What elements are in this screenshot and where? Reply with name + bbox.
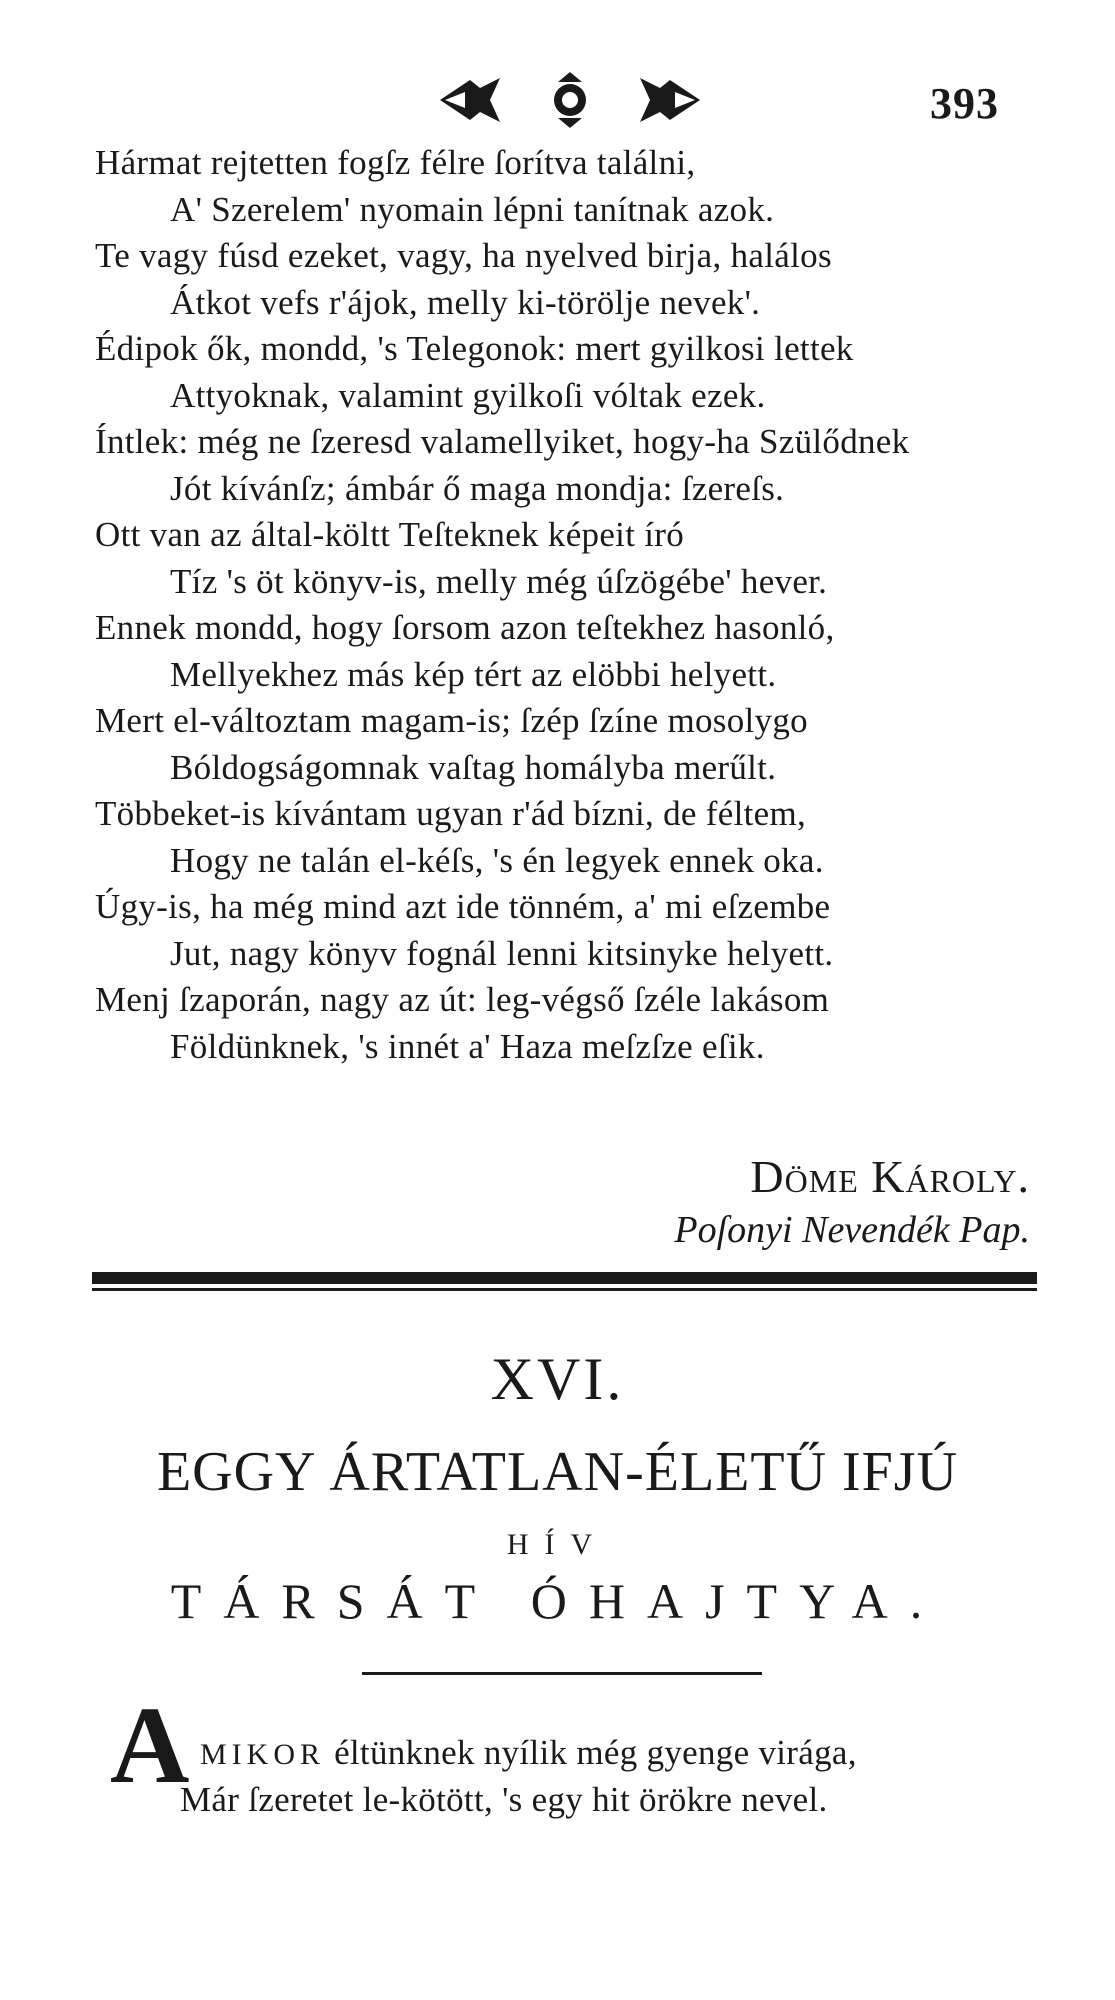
poem-line: A' Szerelem' nyomain lépni tanítnak azok.: [170, 189, 775, 229]
poem-line: Íntlek: még ne ſzeresd valamellyiket, hogy-ha Szülődnek: [95, 422, 910, 461]
drop-cap: A: [110, 1684, 190, 1806]
section-heading: EGGY ÁRTATLAN-ÉLETŰ IFJÚ: [156, 1441, 959, 1503]
poem-line: Jót kívánſz; ámbár ő maga mondja: ſzereſs.: [170, 468, 785, 508]
poem-line: Hogy ne talán el-kéſs, 's én legyek ennek oka.: [170, 840, 824, 880]
author-name: Döme Károly.: [750, 1151, 1030, 1202]
section-divider: [92, 1272, 1037, 1284]
heading-rule: [362, 1672, 762, 1675]
poem-line: Jut, nagy könyv fognál lenni kitsinyke helyett.: [170, 933, 834, 973]
poem-line: Te vagy fúsd ezeket, vagy, ha nyelved birja, halálos: [95, 236, 832, 275]
poem-line: Többeket-is kívántam ugyan r'ád bízni, de féltem,: [95, 794, 807, 833]
poem-block: [95, 140, 1055, 1070]
poem-line: Tíz 's öt könyv-is, melly még úſzögébe' hever.: [170, 561, 828, 601]
poem-line: Átkot vefs r'ájok, melly ki-törölje nevek'.: [170, 282, 761, 322]
page-number: 393: [930, 79, 999, 128]
verse-line-rest: éltünknek nyílik még gyenge virága,: [325, 1733, 857, 1772]
poem-line: Hármat rejtetten fogſz félre ſorítva találni,: [95, 143, 696, 182]
poem-line: Ennek mondd, hogy ſorsom azon teſtekhez hasonló,: [95, 608, 835, 647]
poem-line: Bóldogságomnak vaſtag homályba merűlt.: [170, 747, 777, 787]
poem-line: Ott van az által-költt Teſteknek képeit író: [95, 515, 685, 554]
poem-line: Édipok ők, mondd, 's Telegonok: mert gyilkosi lettek: [95, 329, 854, 368]
poem-line: Mellyekhez más kép tért az elöbbi helyett.: [170, 654, 777, 694]
author-title: Poſonyi Nevendék Pap.: [674, 1209, 1030, 1251]
signature-block: [674, 1150, 1030, 1256]
poem-line: Földünknek, 's innét a' Haza meſzſze eſik.: [170, 1026, 765, 1066]
section-heading-small: HÍV: [506, 1528, 609, 1561]
poem-line: Mert el-változtam magam-is; ſzép ſzíne mosolygo: [95, 701, 808, 740]
verse-first-word: MIKOR: [200, 1738, 326, 1771]
section-number: XVI.: [490, 1346, 625, 1412]
verse-line: [200, 1730, 1050, 1777]
fleuron-ornament-icon: [430, 70, 710, 130]
verse-line: Már ſzeretet le-kötött, 's egy hit örökre nevel.: [180, 1779, 828, 1819]
poem-line: Menj ſzaporán, nagy az út: leg-végső ſzéle lakásom: [95, 980, 830, 1019]
poem-line: Úgy-is, ha még mind azt ide tönném, a' mi eſzembe: [95, 887, 831, 926]
verse-block: [180, 1730, 1050, 1823]
section-divider-thin: [92, 1288, 1037, 1291]
section-subheading: TÁRSÁT ÓHAJTYA.: [170, 1573, 945, 1629]
poem-line: Attyoknak, valamint gyilkoſi vóltak ezek.: [170, 375, 766, 415]
